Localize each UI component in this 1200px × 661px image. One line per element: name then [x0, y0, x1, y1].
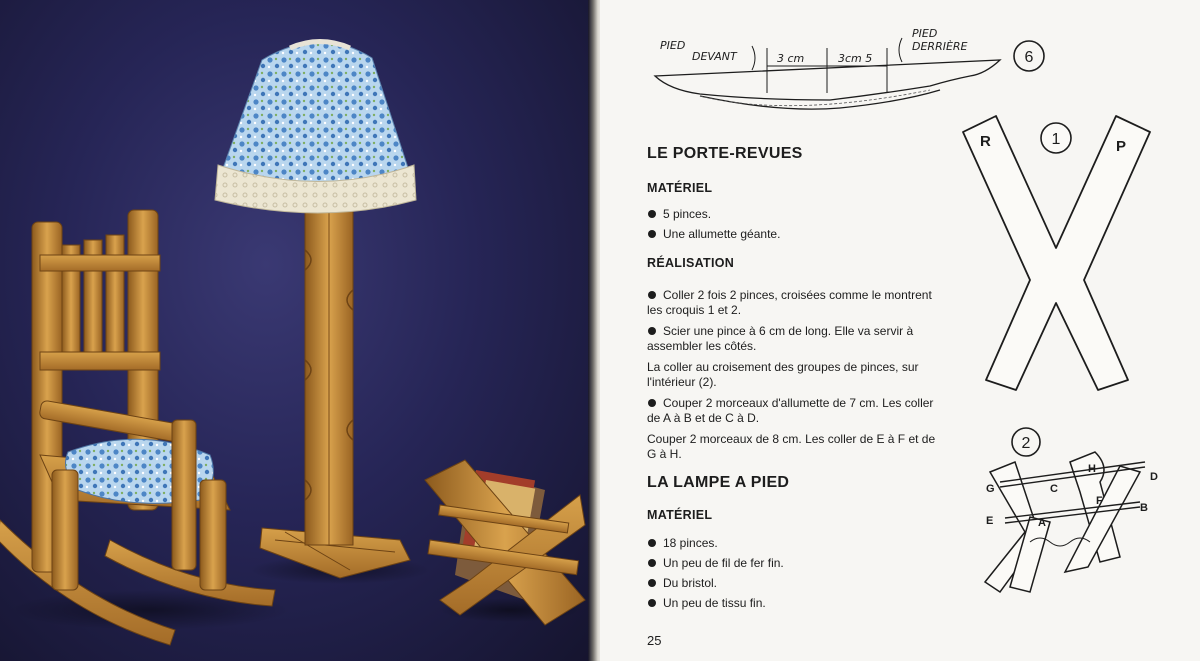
sketch-2-label-g: G — [986, 483, 995, 495]
step-paragraph: Scier une pince à 6 cm de long. Elle va servir à assembler les côtés. — [647, 324, 947, 354]
sketch-1-label-p: P — [1116, 138, 1127, 155]
step-paragraph: La coller au croisement des groupes de pinces, sur l'intérieur (2). — [647, 360, 919, 389]
materiel-heading-2: MATÉRIEL — [647, 508, 713, 522]
sketch-2-label-h: H — [1088, 463, 1096, 475]
list-item: Un peu de tissu fin. — [647, 596, 947, 611]
list-item: Un peu de fil de fer fin. — [647, 556, 947, 571]
sketch-1-number: 1 — [1051, 131, 1061, 148]
dim-3cm5: 3cm 5 — [838, 52, 873, 65]
floor-lamp — [215, 42, 416, 579]
realisation-heading: RÉALISATION — [647, 256, 735, 270]
sketch-2-label-c: C — [1050, 483, 1058, 495]
materiel-list-1 — [647, 207, 947, 242]
sketch-2-label-f: F — [1096, 495, 1103, 507]
materiel-list-2 — [647, 536, 947, 611]
sketch-2-label-e: E — [986, 515, 994, 527]
list-item: Une allumette géante. — [647, 227, 947, 242]
label-pied-derriere-2: DERRIÈRE — [912, 40, 968, 53]
step-paragraph: Couper 2 morceaux de 8 cm. Les coller de E à F et de G à H. — [647, 432, 936, 461]
sketch-2-label-d: D — [1150, 471, 1158, 483]
list-item: 5 pinces. — [647, 207, 947, 222]
sketch-2-number: 2 — [1021, 435, 1031, 452]
section-title-porte-revues: LE PORTE-REVUES — [647, 145, 803, 162]
list-item: 18 pinces. — [647, 536, 947, 551]
step-paragraph: Couper 2 morceaux d'allumette de 7 cm. Les coller de A à B et de C à D. — [647, 396, 947, 426]
section-title-lampe: LA LAMPE A PIED — [647, 474, 790, 491]
sketch-2-assembled-rack — [970, 422, 1170, 612]
step-paragraph: Coller 2 fois 2 pinces, croisées comme le montrent les croquis 1 et 2. — [647, 288, 947, 318]
sketch-1-label-r: R — [980, 133, 991, 150]
label-pied-derriere-1: PIED — [912, 27, 938, 40]
text-page — [600, 0, 1200, 661]
sketch-1-crossed-pegs — [958, 108, 1158, 398]
rocking-chair — [0, 210, 275, 645]
sketch-6-number: 6 — [1024, 49, 1034, 66]
page-number: 25 — [647, 633, 662, 648]
label-pied-devant-1: PIED — [660, 39, 686, 52]
photo-page — [0, 0, 592, 661]
sketch-2-label-b: B — [1140, 502, 1148, 514]
miniature-furniture-photo — [0, 0, 592, 661]
instructions-column — [647, 145, 947, 621]
dim-3cm: 3 cm — [777, 52, 805, 65]
sketch-2-label-a: A — [1038, 517, 1046, 529]
list-item: Du bristol. — [647, 576, 947, 591]
label-pied-devant-2: DEVANT — [692, 50, 737, 63]
materiel-heading-1: MATÉRIEL — [647, 181, 713, 195]
